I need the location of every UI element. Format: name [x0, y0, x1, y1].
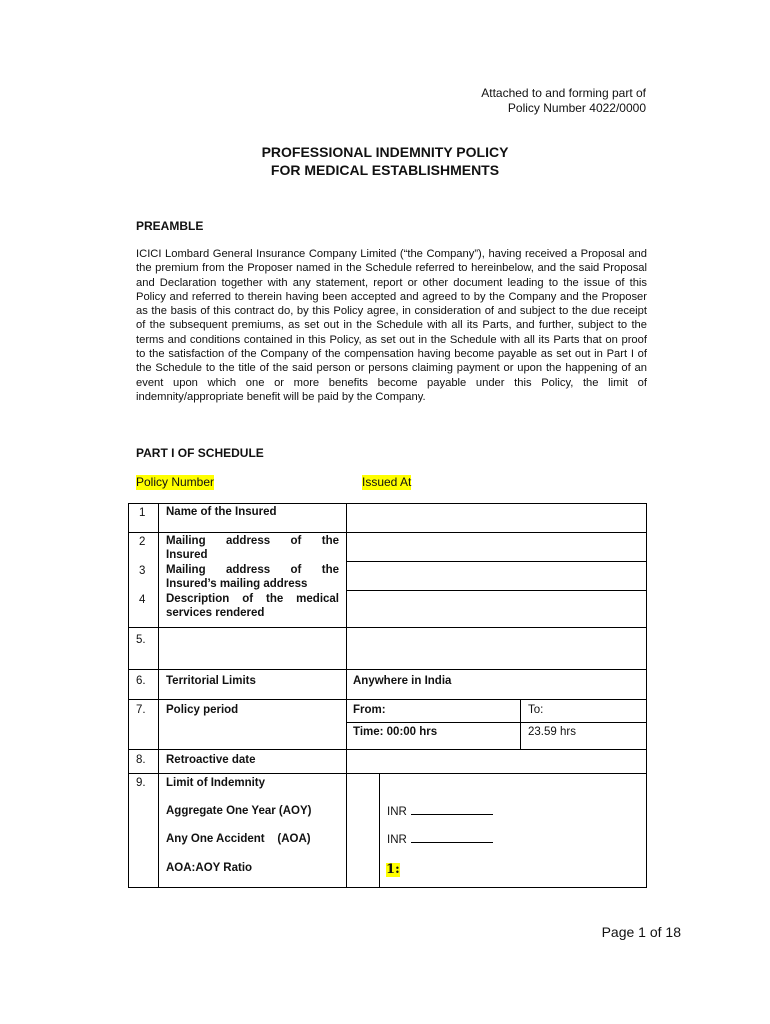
attachment-line-1: Attached to and forming part of — [481, 86, 646, 100]
policy-attachment-note — [481, 86, 646, 116]
attachment-line-2: Policy Number 4022/0000 — [507, 101, 646, 115]
column-divider — [379, 773, 380, 887]
row-number: 4 — [139, 594, 146, 606]
limit-of-indemnity-label: Limit of Indemnity — [166, 777, 266, 789]
document-title — [0, 143, 770, 179]
preamble-heading: PREAMBLE — [136, 219, 204, 233]
title-line-2: FOR MEDICAL ESTABLISHMENTS — [270, 162, 500, 178]
row-number: 6. — [136, 675, 146, 687]
mailing-address-label: Mailing address of the Insured — [166, 535, 339, 561]
row-number: 9. — [136, 777, 146, 789]
policy-period-end-time: 23.59 hrs — [528, 726, 576, 738]
retroactive-date-label: Retroactive date — [166, 754, 256, 766]
table-border — [128, 503, 647, 504]
aoy-label: Aggregate One Year (AOY) — [166, 805, 312, 817]
row-number: 8. — [136, 754, 146, 766]
policy-period-start-time: Time: 00:00 hrs — [353, 726, 438, 738]
row-number: 7. — [136, 704, 146, 716]
aoy-amount-field: INR — [387, 804, 493, 819]
title-line-1: PROFESSIONAL INDEMNITY POLICY — [261, 144, 509, 160]
table-border — [128, 887, 647, 888]
row-divider — [346, 590, 647, 591]
row-divider — [128, 699, 647, 700]
row-divider — [346, 561, 647, 562]
insured-name-label: Name of the Insured — [166, 506, 277, 518]
row-number: 2 — [139, 536, 146, 548]
aoa-amount-field: INR — [387, 832, 493, 847]
row-divider — [346, 722, 647, 723]
column-divider — [520, 699, 521, 749]
schedule-table — [128, 503, 647, 888]
policy-number-label: Policy Number — [136, 475, 215, 489]
issued-at-label: Issued At — [362, 475, 412, 489]
table-border — [128, 503, 129, 888]
row-number: 5. — [136, 634, 146, 646]
aoa-aoy-ratio-label: AOA:AOY Ratio — [166, 862, 253, 874]
row-divider — [128, 669, 647, 670]
row-divider — [128, 532, 647, 533]
policy-period-to: To: — [528, 704, 544, 716]
row-divider — [128, 749, 647, 750]
row-number: 1 — [139, 507, 146, 519]
aoa-label: Any One Accident (AOA) — [166, 833, 311, 845]
column-divider — [158, 503, 159, 888]
row-divider — [128, 773, 647, 774]
table-border — [646, 503, 647, 888]
row-number: 3 — [139, 565, 146, 577]
insured-mailing-address-label: Mailing address of the Insured’s mailing address — [166, 564, 339, 590]
schedule-heading: PART I OF SCHEDULE — [136, 446, 264, 460]
column-divider — [346, 503, 347, 888]
preamble-text: ICICI Lombard General Insurance Company Limited (“the Company”), having received a Proposal and the premium from the Proposer named in the Schedule referred to hereinbelow, and the said Proposal and Declaration together with any statement, report or other document leading to the issue of this Policy and referred to therein having been accepted and agreed to by the Company and the Proposer as the basis of this contract do, by this Policy agree, in consideration of and subject to the due receipt of the subsequent premiums, as set out in the Schedule with all its Parts, and further, subject to the terms and conditions contained in this Policy, as set out in the Schedule with all its Parts that on proof to the satisfaction of the Company of the compensation having become payable as set out in Part I of the Schedule to the title of the said person or persons claiming payment or upon the happening of an event upon which one or more benefits become payable under this Policy, the limit of indemnity/appropriate benefit will be paid by the Company. — [136, 248, 647, 403]
territorial-limits-value: Anywhere in India — [353, 675, 452, 687]
policy-period-from: From: — [353, 704, 386, 716]
page-number: Page 1 of 18 — [601, 924, 681, 940]
policy-period-label: Policy period — [166, 704, 239, 716]
row-divider — [128, 627, 647, 628]
ratio-value: 1: — [386, 862, 400, 877]
territorial-limits-label: Territorial Limits — [166, 675, 256, 687]
medical-services-label: Description of the medical services rendered — [166, 593, 339, 619]
